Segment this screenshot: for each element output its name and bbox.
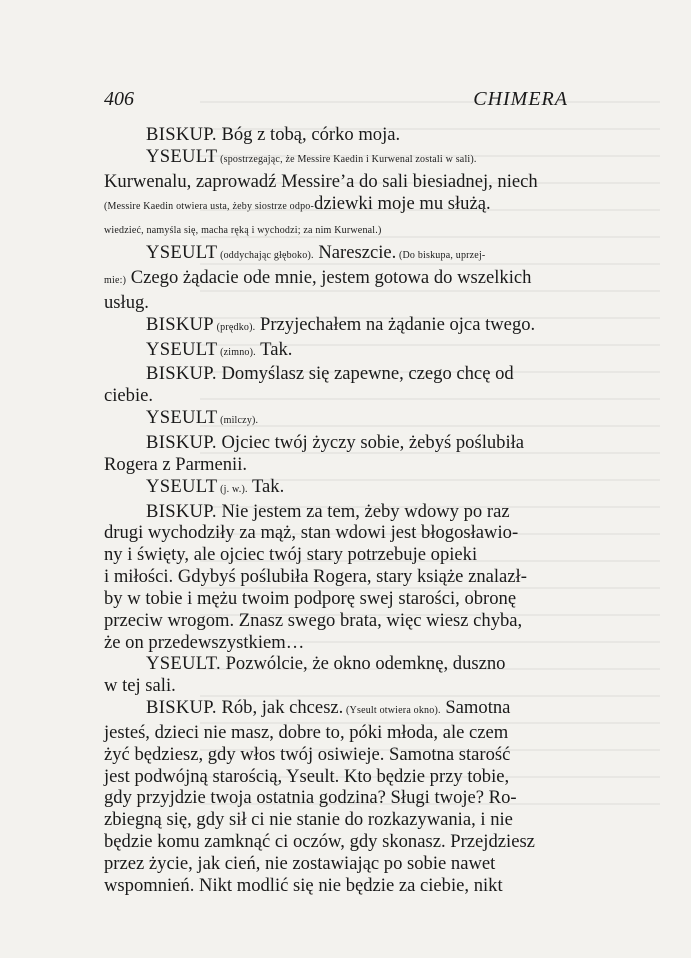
dialogue-text: wspomnień. Nikt modlić się nie będzie za ciebie, nikt xyxy=(104,874,503,896)
dialogue-text: Tak. xyxy=(247,475,285,497)
dialogue-text: gdy przyjdzie twoja ostatnia godzina? Sługi twoje? Ro- xyxy=(104,787,517,809)
text-line xyxy=(104,385,564,407)
stage-direction: (j. w.). xyxy=(217,483,248,495)
dialogue-text: Przyjechałem na żądanie ojca twego. xyxy=(255,313,536,335)
text-line xyxy=(104,267,564,292)
text-line xyxy=(104,124,564,146)
text-line xyxy=(104,171,564,193)
dialogue-text: jesteś, dzieci nie masz, dobre to, póki młoda, ale czem xyxy=(104,721,509,743)
speaker-name: YSEULT xyxy=(146,338,218,360)
speaker-name: YSEULT. xyxy=(146,653,221,675)
dialogue-text: Nie jestem za tem, żeby wdowy po raz xyxy=(216,500,510,522)
stage-direction: (zimno). xyxy=(217,346,256,358)
stage-direction: wiedzieć, namyśla się, macha ręką i wychodzi; za nim Kurwenal.) xyxy=(104,225,382,237)
speaker-name: BISKUP. xyxy=(146,363,217,385)
text-line xyxy=(104,632,564,654)
speaker-name: YSEULT xyxy=(146,407,218,429)
text-line xyxy=(104,193,564,218)
speaker-name: BISKUP. xyxy=(146,431,217,453)
dialogue-text: jest podwójną starością, Yseult. Kto będzie przy tobie, xyxy=(104,765,510,787)
text-line xyxy=(104,522,564,544)
dialogue-text: w tej sali. xyxy=(104,675,176,697)
text-line xyxy=(104,875,564,897)
dialogue-text: i miłości. Gdybyś poślubiła Rogera, stary książe znalazł- xyxy=(104,566,527,588)
stage-direction: (Yseult otwiera okno). xyxy=(343,705,441,717)
dialogue-text: Bóg z tobą, córko moja. xyxy=(216,124,401,145)
dialogue-text: ny i święty, ale ojciec twój stary potrzebuje opieki xyxy=(104,544,478,566)
dialogue-text: Pozwólcie, że okno odemknę, duszno xyxy=(220,653,506,675)
text-line xyxy=(104,722,564,744)
speaker-name: BISKUP. xyxy=(146,500,217,522)
text-line xyxy=(104,314,564,339)
dialogue-text: żyć będziesz, gdy włos twój osiwieje. Samotna starość xyxy=(104,743,511,765)
dialogue-text: Tak. xyxy=(255,338,293,360)
dialogue-text: przez życie, jak cień, nie zostawiając po sobie nawet xyxy=(104,853,496,874)
text-line xyxy=(104,853,564,875)
dialogue-text: dziewki moje mu służą. xyxy=(314,192,491,214)
speaker-name: YSEULT xyxy=(146,475,218,497)
text-line xyxy=(104,217,564,242)
dialogue-text: zbiegną się, gdy sił ci nie stanie do rozkazywania, i nie xyxy=(104,809,513,831)
text-line xyxy=(104,697,564,722)
text-line xyxy=(104,809,564,831)
dialogue-text: usług. xyxy=(104,291,149,313)
text-line xyxy=(104,454,564,476)
text-line xyxy=(104,544,564,566)
dialogue-text: ciebie. xyxy=(104,385,154,407)
text-line xyxy=(104,744,564,766)
dialogue-text: Ojciec twój życzy sobie, żebyś poślubiła xyxy=(216,431,525,453)
stage-direction: (spostrzegając, że Messire Kaedin i Kurwenal zostali w sali). xyxy=(217,153,477,165)
text-line xyxy=(104,610,564,632)
dialogue-text: Czego żądacie ode mnie, jestem gotowa do wszelkich xyxy=(126,267,532,289)
stage-direction: mie:) xyxy=(104,275,127,287)
dialogue-text: że on przedewszystkiem… xyxy=(104,631,305,653)
running-title: CHIMERA xyxy=(473,88,568,110)
speaker-name: YSEULT xyxy=(146,242,218,264)
text-line xyxy=(104,292,564,314)
text-line xyxy=(104,146,564,171)
speaker-name: BISKUP. xyxy=(146,697,217,719)
dialogue-text: by w tobie i mężu twoim podporę swej starości, obronę xyxy=(104,587,517,609)
stage-direction: (Messire Kaedin otwiera usta, żeby siostrze odpo- xyxy=(104,200,315,212)
speaker-name: YSEULT xyxy=(146,145,218,167)
text-line xyxy=(104,766,564,788)
speaker-name: BISKUP xyxy=(146,313,214,335)
page-number: 406 xyxy=(104,88,134,110)
text-line xyxy=(104,363,564,385)
text-line xyxy=(104,831,564,853)
text-line xyxy=(104,566,564,588)
dialogue-text: Nareszcie. xyxy=(313,242,397,264)
dialogue-text: przeciw wrogom. Znasz swego brata, więc wiesz chyba, xyxy=(104,609,523,631)
text-line xyxy=(104,476,564,501)
text-line xyxy=(104,407,564,432)
text-line xyxy=(104,339,564,364)
dialogue-text: Rogera z Parmenii. xyxy=(104,453,248,475)
page-header xyxy=(104,88,568,112)
stage-direction: (oddychając głęboko). xyxy=(217,250,314,262)
dialogue-text: Samotna xyxy=(440,697,511,719)
text-line xyxy=(104,501,564,523)
dialogue-text: Kurwenalu, zaprowadź Messire’a do sali biesiadnej, niech xyxy=(104,170,538,192)
speaker-name: BISKUP. xyxy=(146,124,217,145)
text-line xyxy=(104,242,564,267)
dialogue-text: Rób, jak chcesz. xyxy=(216,697,344,719)
stage-direction: (prędko). xyxy=(213,321,256,333)
dialogue-text: Domyślasz się zapewne, czego chcę od xyxy=(216,363,514,385)
text-line xyxy=(104,432,564,454)
text-line xyxy=(104,787,564,809)
body-text xyxy=(104,124,564,897)
dialogue-text: drugi wychodziły za mąż, stan wdowi jest błogosławio- xyxy=(104,522,519,544)
text-line xyxy=(104,653,564,675)
stage-direction: (milczy). xyxy=(217,415,259,427)
stage-direction: (Do biskupa, uprzej- xyxy=(396,250,486,262)
text-line xyxy=(104,588,564,610)
dialogue-text: będzie komu zamknąć ci oczów, gdy skonasz. Przejdziesz xyxy=(104,831,535,853)
text-line xyxy=(104,675,564,697)
